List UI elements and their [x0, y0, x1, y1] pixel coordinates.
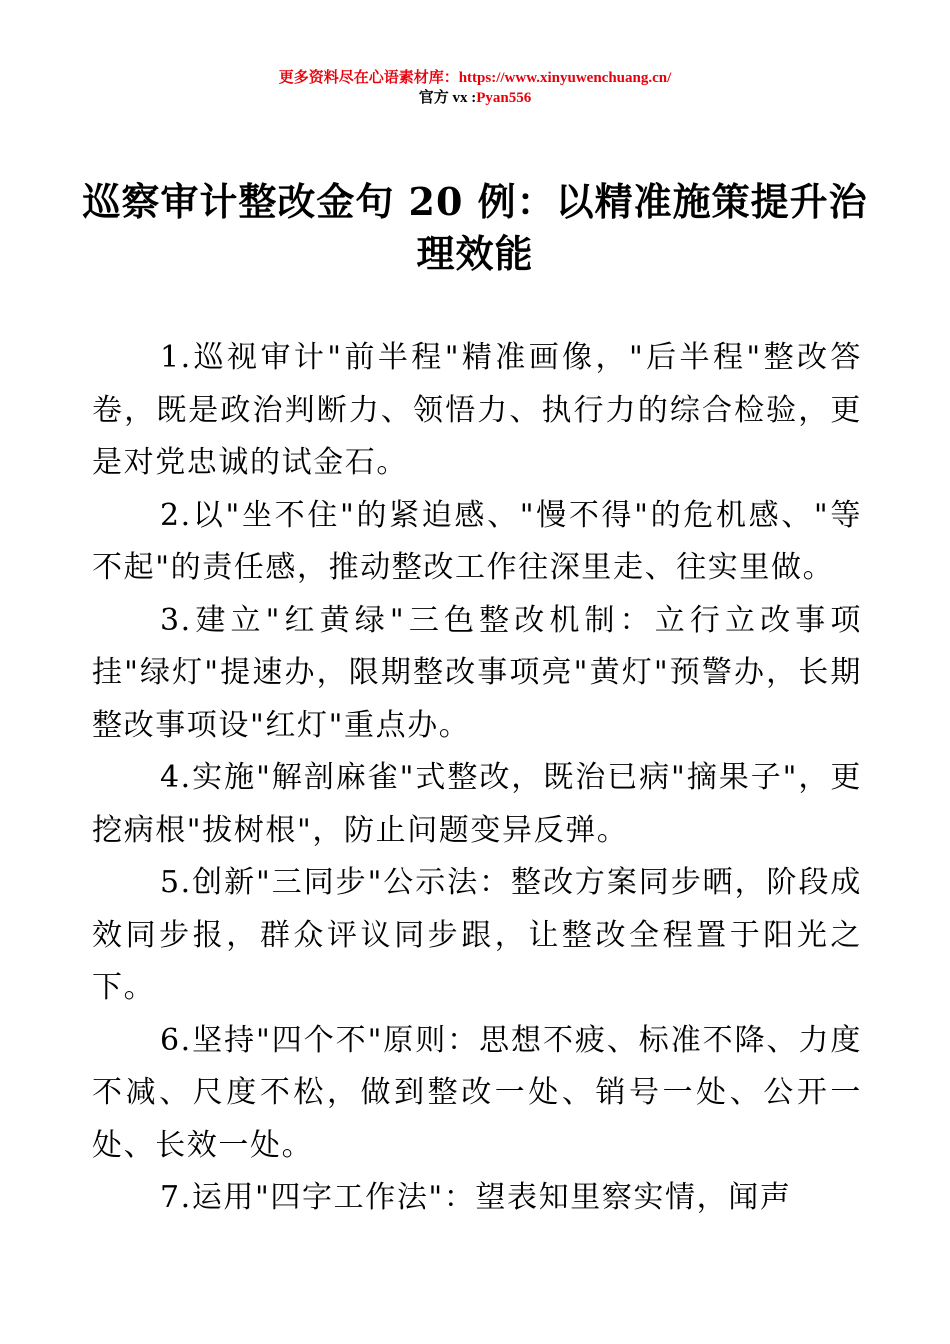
- wechat-id: Pyan556: [476, 90, 532, 106]
- paragraph-5: 5.创新"三同步"公示法：整改方案同步晒，阶段成效同步报，群众评议同步跟，让整改全程置于阳光之下。: [92, 865, 862, 1005]
- wechat-label: 官方 vx :: [418, 90, 477, 106]
- source-header: [0, 68, 950, 108]
- paragraph-1: 1.巡视审计"前半程"精准画像，"后半程"整改答卷，既是政治判断力、领悟力、执行力的综合检验，更是对党忠诚的试金石。: [92, 340, 862, 480]
- paragraph-3: 3.建立"红黄绿"三色整改机制：立行立改事项挂"绿灯"提速办，限期整改事项亮"黄灯"预警办，长期整改事项设"红灯"重点办。: [92, 602, 862, 743]
- paragraph-7: 7.运用"四字工作法"：望表知里察实情，闻声: [160, 1180, 792, 1215]
- source-line: [0, 68, 950, 88]
- document-title: 巡察审计整改金句 20 例：以精准施策提升治理效能: [82, 179, 868, 276]
- wechat-line: [0, 88, 950, 108]
- source-label: 更多资料尽在心语素材库：: [278, 70, 459, 86]
- paragraph-6: 6.坚持"四个不"原则：思想不疲、标准不降、力度不减、尺度不松，做到整改一处、销号一处、公开一处、长效一处。: [92, 1022, 862, 1163]
- paragraph-2: 2.以"坐不住"的紧迫感、"慢不得"的危机感、"等不起"的责任感，推动整改工作往深里走、往实里做。: [92, 497, 862, 585]
- source-url-link[interactable]: https://www.xinyuwenchuang.cn/: [458, 70, 672, 86]
- document-body: [92, 332, 862, 1225]
- paragraph-4: 4.实施"解剖麻雀"式整改，既治已病"摘果子"，更挖病根"拔树根"，防止问题变异反弹。: [92, 760, 862, 848]
